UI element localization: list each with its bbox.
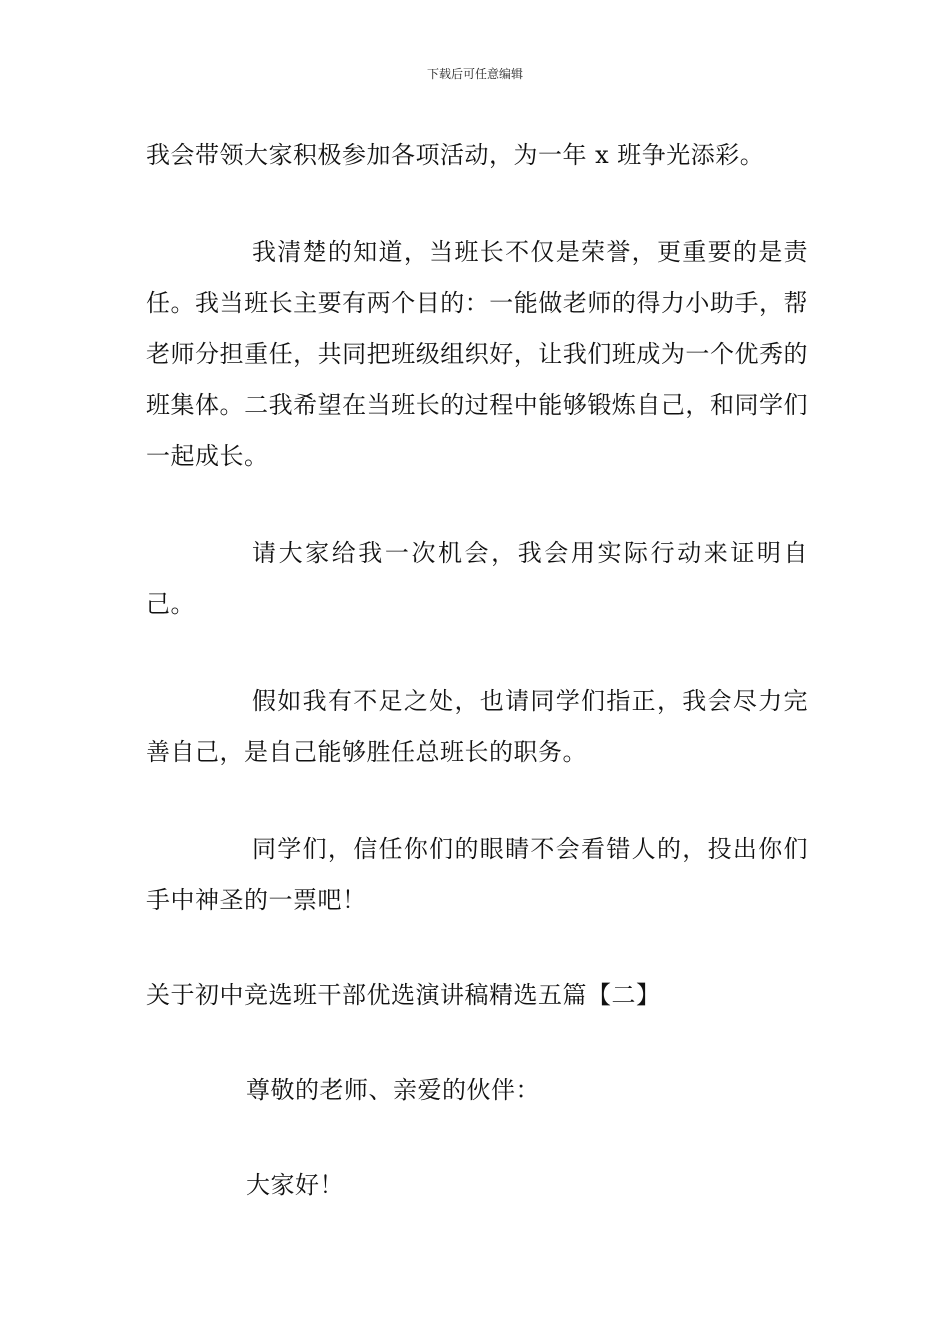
- paragraph-2: 我清楚的知道，当班长不仅是荣誉，更重要的是责任。我当班长主要有两个目的：一能做老师的得力小助手，帮老师分担重任，共同把班级组织好，让我们班成为一个优秀的班集体。二我希望在当班长的过程中能够锻炼自己，和同学们一起成长。: [146, 238, 808, 470]
- paragraph-3: 请大家给我一次机会，我会用实际行动来证明自己。: [146, 539, 808, 618]
- paragraph-1: 我会带领大家积极参加各项活动，为一年 x 班争光添彩。: [146, 141, 765, 169]
- paragraph-5: 同学们，信任你们的眼睛不会看错人的，投出你们手中神圣的一票吧！: [146, 835, 808, 914]
- greeting-line: 尊敬的老师、亲爱的伙伴：: [246, 1076, 540, 1104]
- page-header: 下载后可任意编辑: [426, 67, 523, 81]
- section-title: 关于初中竞选班干部优选演讲稿精选五篇【二】: [146, 981, 661, 1009]
- document-body: [146, 130, 808, 1211]
- hello-line: 大家好！: [246, 1171, 344, 1199]
- paragraph-4: 假如我有不足之处，也请同学们指正，我会尽力完善自己，是自己能够胜任总班长的职务。: [146, 687, 808, 766]
